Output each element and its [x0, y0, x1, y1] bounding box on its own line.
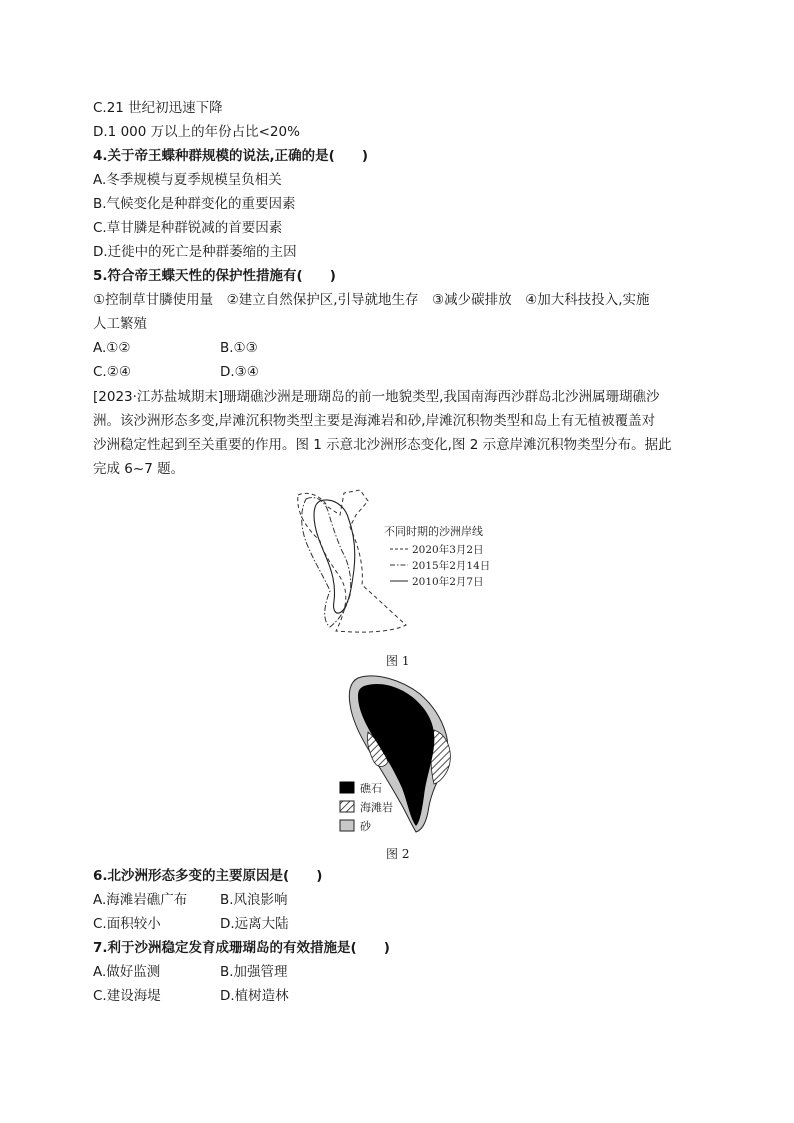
q4-option-c: C.草甘膦是种群锐减的首要因素: [93, 220, 283, 236]
fig1-legend-2015: 2015年2月14日: [412, 560, 491, 572]
q5-option-a: A.①②: [93, 340, 131, 356]
fig1-legend-title: 不同时期的沙洲岸线: [384, 525, 483, 538]
fig1-legend-2010: 2010年2月7日: [412, 576, 484, 588]
shoreline-2015: [302, 498, 351, 628]
q7-option-a: A.做好监测: [93, 964, 161, 980]
q7-stem: 7.利于沙洲稳定发育成珊瑚岛的有效措施是( ): [93, 940, 390, 956]
q5-items-line2: 人工繁殖: [93, 316, 147, 332]
fig2-legend-reef: 礁石: [360, 782, 382, 795]
material-line4: 完成 6~7 题。: [93, 461, 185, 477]
q7-option-b: B.加强管理: [220, 964, 288, 980]
q6-stem: 6.北沙洲形态多变的主要原因是( ): [93, 868, 323, 884]
q5-items-line1: ①控制草甘膦使用量 ②建立自然保护区,引导就地生存 ③减少碳排放 ④加大科技投入,实施: [93, 292, 650, 308]
material-line3: 沙洲稳定性起到至关重要的作用。图 1 示意北沙洲形态变化,图 2 示意岸滩沉积物类型分布。据此: [93, 437, 672, 453]
q5-option-d: D.③④: [220, 364, 259, 380]
q5-stem: 5.符合帝王蝶天性的保护性措施有( ): [93, 268, 336, 284]
q5-option-b: B.①③: [220, 340, 258, 356]
legend-swatch-sand: [340, 820, 354, 831]
fig2-caption: 图 2: [386, 847, 410, 861]
q5-option-c: C.②④: [93, 364, 131, 380]
q4-stem: 4.关于帝王蝶种群规模的说法,正确的是( ): [93, 148, 368, 164]
q4-option-d: D.迁徙中的死亡是种群萎缩的主因: [93, 244, 297, 260]
q6-option-c: C.面积较小: [93, 916, 161, 932]
q3-option-d: D.1 000 万以上的年份占比<20%: [93, 124, 300, 140]
fig2-legend-beachrock: 海滩岩: [360, 801, 393, 814]
shoreline-2010: [314, 500, 355, 613]
q6-option-b: B.风浪影响: [220, 892, 288, 908]
material-line1: [2023·江苏盐城期末]珊瑚礁沙洲是珊瑚岛的前一地貌类型,我国南海西沙群岛北沙洲属珊瑚礁沙: [93, 389, 660, 405]
legend-swatch-reef: [340, 782, 354, 793]
q4-option-b: B.气候变化是种群变化的重要因素: [93, 196, 296, 212]
material-line2: 洲。该沙洲形态多变,岸滩沉积物类型主要是海滩岩和砂,岸滩沉积物类型和岛上有无植被覆盖对: [93, 413, 656, 429]
q7-option-d: D.植树造林: [220, 988, 289, 1004]
q6-option-a: A.海滩岩礁广布: [93, 892, 188, 908]
fig2-legend-sand: 砂: [360, 820, 371, 833]
fig1-legend-2020: 2020年3月2日: [412, 544, 484, 556]
figure-1-sandbar-shorelines: [280, 485, 510, 645]
q6-option-d: D.远离大陆: [220, 916, 289, 932]
q7-option-c: C.建设海堤: [93, 988, 161, 1004]
fig1-caption: 图 1: [386, 654, 410, 668]
figure-2-sediment-distribution: [330, 672, 470, 842]
legend-swatch-beachrock: [340, 801, 354, 812]
q4-option-a: A.冬季规模与夏季规模呈负相关: [93, 172, 282, 188]
q3-option-c: C.21 世纪初迅速下降: [93, 100, 223, 116]
